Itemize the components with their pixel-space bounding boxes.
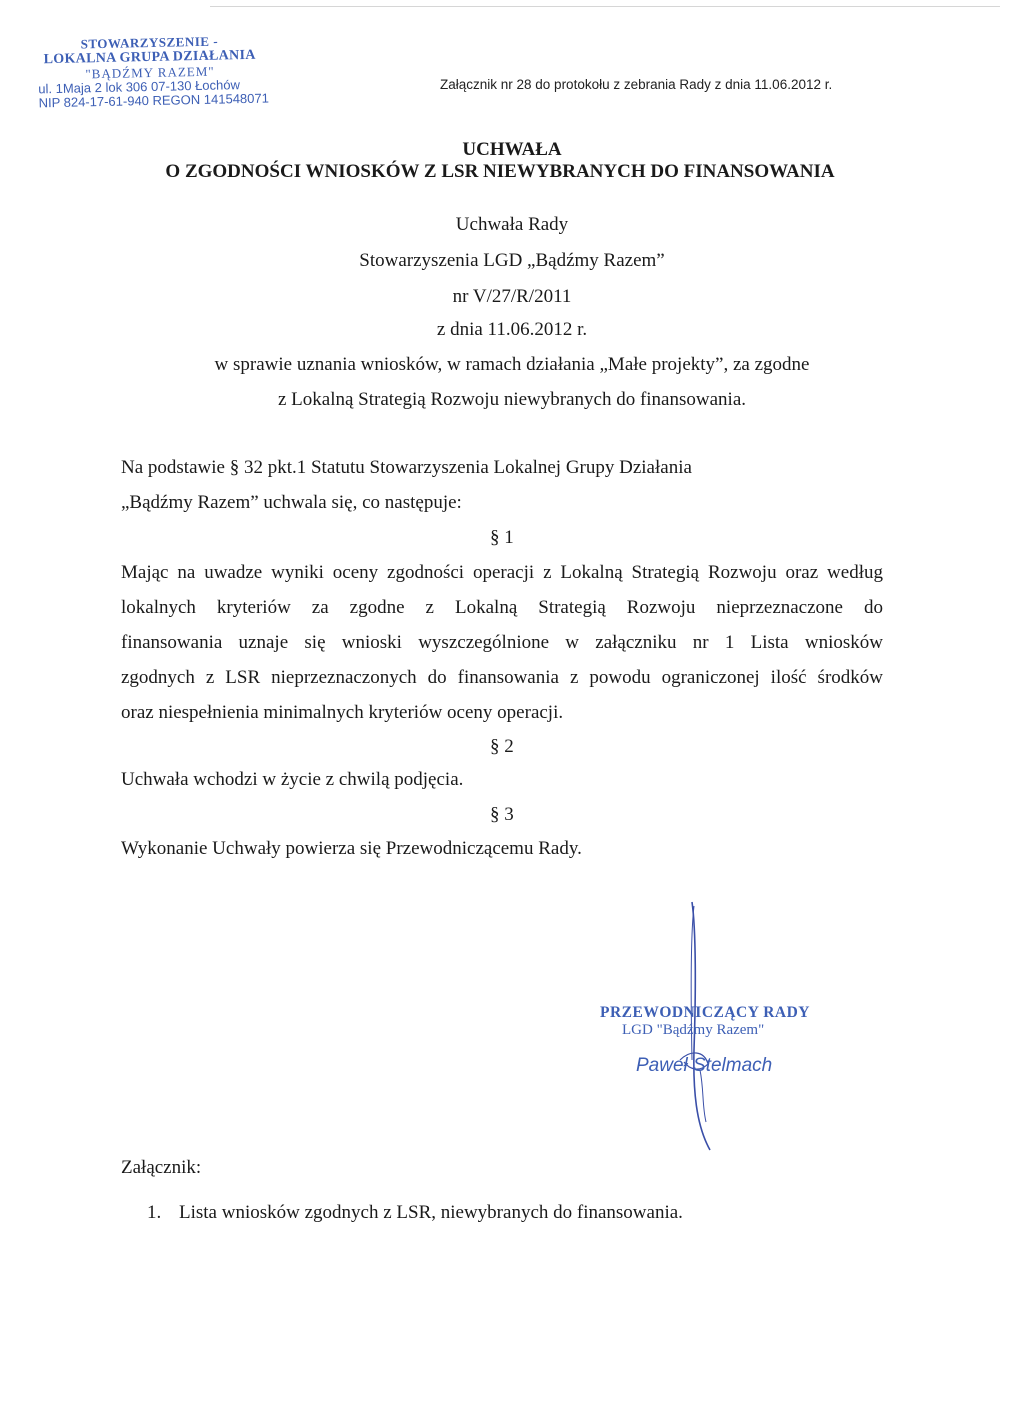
section-1-line-2: lokalnych kryteriów za zgodne z Lokalną Strategią Rozwoju nieprzeznaczone do <box>121 597 883 618</box>
resolution-subject-line-2: z Lokalną Strategią Rozwoju niewybranych do finansowania. <box>278 389 746 410</box>
section-3-mark: § 3 <box>490 804 514 825</box>
section-2-mark: § 2 <box>490 736 514 757</box>
section-1-line-4: zgodnych z LSR nieprzeznaczonych do finansowania z powodu ograniczonej ilość środków <box>121 667 883 688</box>
stamp-tax-ids: NIP 824-17-61-940 REGON 141548071 <box>38 90 270 111</box>
stamp-line-2: LOKALNA GRUPA DZIAŁANIA <box>43 48 256 68</box>
section-1-mark: § 1 <box>490 527 514 548</box>
resolution-line-1: Uchwała Rady <box>455 214 569 235</box>
chairman-title: PRZEWODNICZĄCY RADY <box>600 1004 811 1021</box>
document-title: UCHWAŁA <box>462 139 562 160</box>
resolution-number: nr V/27/R/2011 <box>452 286 572 307</box>
attachment-item <box>147 1202 683 1224</box>
section-2-text: Uchwała wchodzi w życie z chwilą podjęcia. <box>121 769 464 790</box>
organization-stamp <box>29 33 270 111</box>
chairman-name: Paweł Stelmach <box>636 1055 773 1076</box>
basis-line-2: „Bądźmy Razem” uchwala się, co następuje: <box>121 492 462 513</box>
attachments-label: Załącznik: <box>121 1157 202 1178</box>
document-subtitle: O ZGODNOŚCI WNIOSKÓW Z LSR NIEWYBRANYCH DO FINANSOWANIA <box>165 161 835 182</box>
resolution-subject-line-1: w sprawie uznania wniosków, w ramach działania „Małe projekty”, za zgodne <box>214 354 810 375</box>
chairman-stamp <box>600 1004 820 1077</box>
basis-line-1: Na podstawie § 32 pkt.1 Statutu Stowarzyszenia Lokalnej Grupy Działania <box>121 457 692 478</box>
section-1-line-3: finansowania uznaje się wnioski wyszczególnione w załączniku nr 1 Lista wniosków <box>121 632 883 653</box>
stamp-line-1: STOWARZYSZENIE - <box>80 33 219 52</box>
attachment-number: 1. <box>147 1202 162 1223</box>
annex-note: Załącznik nr 28 do protokołu z zebrania Rady z dnia 11.06.2012 r. <box>440 77 833 92</box>
resolution-line-2: Stowarzyszenia LGD „Bądźmy Razem” <box>359 250 665 271</box>
attachment-text: Lista wniosków zgodnych z LSR, niewybranych do finansowania. <box>179 1202 683 1223</box>
scan-top-edge-line <box>210 6 1000 7</box>
section-1-line-1: Mając na uwadze wyniki oceny zgodności operacji z Lokalną Strategią Rozwoju oraz według <box>121 562 883 583</box>
resolution-date: z dnia 11.06.2012 r. <box>436 319 588 340</box>
stamp-address: ul. 1Maja 2 lok 306 07-130 Łochów <box>38 77 241 97</box>
section-3-text: Wykonanie Uchwały powierza się Przewodniczącemu Rady. <box>121 838 582 859</box>
chairman-organization: LGD "Bądźmy Razem" <box>622 1022 765 1038</box>
section-1-line-5: oraz niespełnienia minimalnych kryteriów oceny operacji. <box>121 702 564 723</box>
stamp-line-3: "BĄDŹMY RAZEM" <box>85 63 215 82</box>
